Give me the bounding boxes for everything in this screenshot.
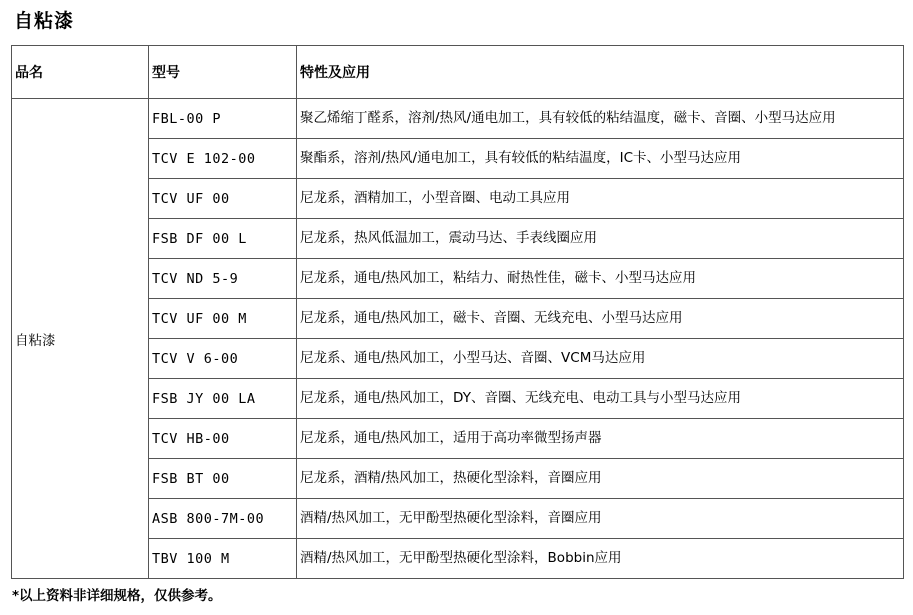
description-cell: 尼龙系，通电/热风加工，DY、音圈、无线充电、电动工具与小型马达应用: [297, 379, 904, 419]
model-cell: FSB DF 00 L: [149, 219, 297, 259]
table-body: [12, 99, 904, 579]
description-cell: 尼龙系，酒精加工，小型音圈、电动工具应用: [297, 179, 904, 219]
model-cell: TCV UF 00 M: [149, 299, 297, 339]
description-cell: 酒精/热风加工，无甲酚型热硬化型涂料，Bobbin应用: [297, 539, 904, 579]
description-cell: 尼龙系，酒精/热风加工，热硬化型涂料，音圈应用: [297, 459, 904, 499]
description-cell: 尼龙系、通电/热风加工，小型马达、音圈、VCM马达应用: [297, 339, 904, 379]
model-cell: TCV V 6-00: [149, 339, 297, 379]
model-cell: FSB BT 00: [149, 459, 297, 499]
description-cell: 聚酯系，溶剂/热风/通电加工，具有较低的粘结温度，IC卡、小型马达应用: [297, 139, 904, 179]
description-cell: 尼龙系，热风低温加工，震动马达、手表线圈应用: [297, 219, 904, 259]
description-cell: 尼龙系，通电/热风加工，粘结力、耐热性佳，磁卡、小型马达应用: [297, 259, 904, 299]
description-cell: 尼龙系，通电/热风加工，磁卡、音圈、无线充电、小型马达应用: [297, 299, 904, 339]
header-model: 型号: [149, 46, 297, 99]
model-cell: TCV HB-00: [149, 419, 297, 459]
description-cell: 尼龙系，通电/热风加工，适用于高功率微型扬声器: [297, 419, 904, 459]
model-cell: FSB JY 00 LA: [149, 379, 297, 419]
page-title: 自粘漆: [14, 10, 75, 32]
model-cell: TCV UF 00: [149, 179, 297, 219]
model-cell: FBL-00 P: [149, 99, 297, 139]
footnote: *以上资料非详细规格，仅供参考。: [12, 588, 222, 604]
model-cell: TBV 100 M: [149, 539, 297, 579]
model-cell: TCV E 102-00: [149, 139, 297, 179]
spec-table: [11, 45, 904, 579]
model-cell: TCV ND 5-9: [149, 259, 297, 299]
model-cell: ASB 800-7M-00: [149, 499, 297, 539]
header-product-name: 品名: [12, 46, 149, 99]
table-header-row: [12, 46, 904, 99]
product-name-cell: 自粘漆: [12, 99, 149, 579]
description-cell: 酒精/热风加工，无甲酚型热硬化型涂料，音圈应用: [297, 499, 904, 539]
header-features: 特性及应用: [297, 46, 904, 99]
description-cell: 聚乙烯缩丁醛系，溶剂/热风/通电加工，具有较低的粘结温度，磁卡、音圈、小型马达应用: [297, 99, 904, 139]
table-row: [12, 99, 904, 139]
